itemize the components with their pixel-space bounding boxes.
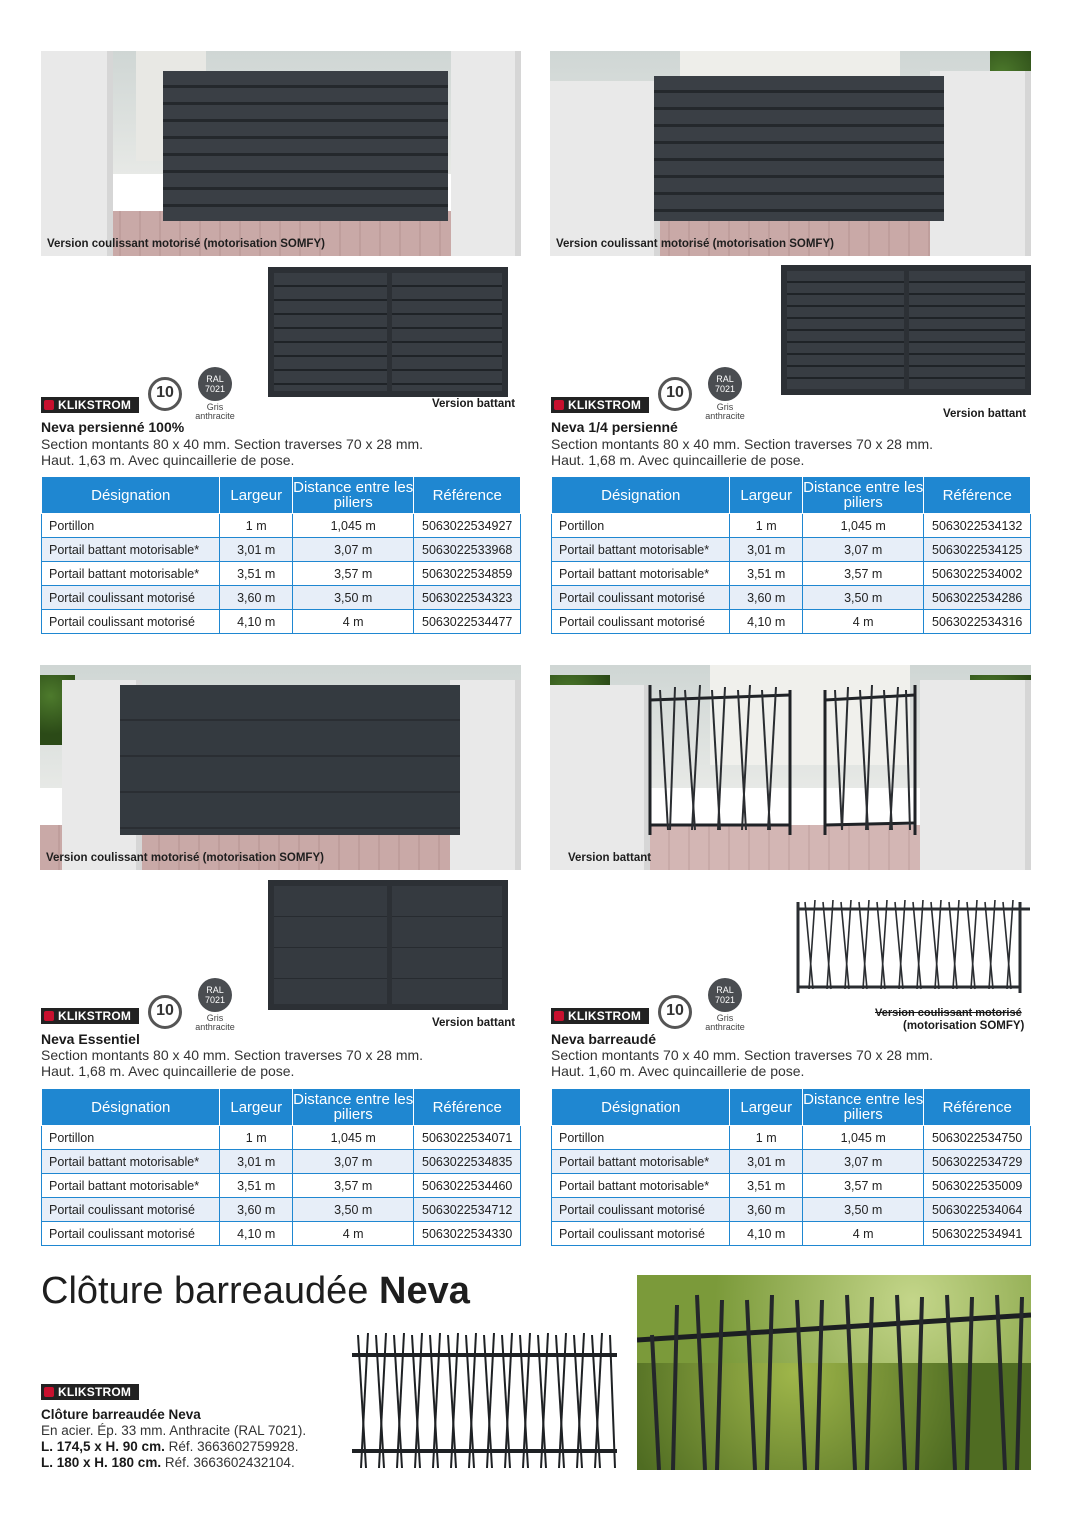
- table-cell: 5063022535009: [924, 1174, 1031, 1198]
- table-cell: 3,07 m: [292, 1150, 413, 1174]
- table-cell: 4 m: [292, 610, 413, 634]
- table-cell: Portail battant motorisable*: [552, 538, 730, 562]
- table-cell: 5063022534835: [414, 1150, 521, 1174]
- barred-gate-illustration: [550, 665, 1031, 870]
- table-row: [552, 610, 1031, 634]
- table-cell: Portail coulissant motorisé: [42, 1222, 220, 1246]
- table-cell: Portillon: [42, 514, 220, 538]
- spec-table: [551, 476, 1031, 634]
- table-cell: 1 m: [220, 1126, 292, 1150]
- column-header: Distance entre les piliers: [802, 1089, 923, 1126]
- table-cell: 3,50 m: [292, 1198, 413, 1222]
- table-cell: 3,01 m: [730, 1150, 802, 1174]
- product-desc-2: Haut. 1,68 m. Avec quincaillerie de pose.: [551, 452, 805, 468]
- table-cell: 4,10 m: [730, 610, 802, 634]
- table-cell: 4 m: [292, 1222, 413, 1246]
- table-row: [552, 538, 1031, 562]
- table-cell: 3,60 m: [220, 586, 292, 610]
- table-row: [552, 586, 1031, 610]
- ral-label: Gris anthracite: [195, 402, 235, 421]
- table-cell: 5063022534002: [924, 562, 1031, 586]
- swatch-caption: Version battant: [432, 1017, 516, 1029]
- gate-swatch: [268, 267, 508, 397]
- table-row: [552, 1126, 1031, 1150]
- table-cell: 1 m: [730, 1126, 802, 1150]
- product-title: Neva persienné 100%: [41, 419, 185, 435]
- spec-table: [551, 1088, 1031, 1246]
- table-cell: 3,57 m: [802, 1174, 923, 1198]
- table-cell: 1,045 m: [802, 1126, 923, 1150]
- table-cell: Portail coulissant motorisé: [42, 586, 220, 610]
- table-row: [552, 1150, 1031, 1174]
- photo-caption: Version coulissant motorisé (motorisation SOMFY): [46, 852, 324, 864]
- brand-logo: KLIKSTROM: [41, 397, 139, 413]
- table-cell: 1 m: [220, 514, 292, 538]
- table-cell: 5063022534859: [414, 562, 521, 586]
- table-cell: 5063022534330: [414, 1222, 521, 1246]
- table-cell: 3,57 m: [292, 1174, 413, 1198]
- table-cell: Portail coulissant motorisé: [42, 610, 220, 634]
- barred-gate-swatch: [795, 897, 1030, 997]
- product-photo: [40, 665, 521, 870]
- column-header: Désignation: [552, 477, 730, 514]
- column-header: Largeur: [220, 477, 292, 514]
- table-cell: Portail battant motorisable*: [552, 1150, 730, 1174]
- table-cell: 3,07 m: [802, 538, 923, 562]
- product-desc-1: Section montants 70 x 40 mm. Section traverses 70 x 28 mm.: [551, 1047, 934, 1063]
- product-desc-2: Haut. 1,63 m. Avec quincaillerie de pose.: [41, 452, 295, 468]
- table-cell: 5063022534712: [414, 1198, 521, 1222]
- brand-logo: KLIKSTROM: [41, 1008, 139, 1024]
- table-cell: 4,10 m: [220, 610, 292, 634]
- photo-caption: Version battant: [568, 852, 652, 864]
- ral-badge: RAL 7021: [708, 367, 742, 401]
- table-cell: Portillon: [552, 514, 730, 538]
- column-header: Distance entre les piliers: [292, 1089, 413, 1126]
- product-desc-1: Section montants 80 x 40 mm. Section traverses 70 x 28 mm.: [41, 436, 424, 452]
- table-row: [42, 1126, 521, 1150]
- table-cell: 1,045 m: [292, 1126, 413, 1150]
- table-cell: 5063022534316: [924, 610, 1031, 634]
- product-photo: [550, 51, 1031, 256]
- column-header: Largeur: [730, 477, 802, 514]
- ral-badge: RAL 7021: [198, 978, 232, 1012]
- swatch-caption-2: (motorisation SOMFY): [903, 1020, 1025, 1032]
- table-cell: 4,10 m: [220, 1222, 292, 1246]
- table-cell: 3,60 m: [220, 1198, 292, 1222]
- table-row: [42, 610, 521, 634]
- table-cell: 4,10 m: [730, 1222, 802, 1246]
- table-cell: 5063022534071: [414, 1126, 521, 1150]
- column-header: Désignation: [552, 1089, 730, 1126]
- table-cell: 1,045 m: [292, 514, 413, 538]
- table-cell: Portail battant motorisable*: [42, 538, 220, 562]
- table-cell: Portail coulissant motorisé: [42, 1198, 220, 1222]
- gate-swatch: [781, 265, 1031, 395]
- table-cell: Portail coulissant motorisé: [552, 1198, 730, 1222]
- product-photo: [550, 665, 1031, 870]
- table-cell: 3,57 m: [802, 562, 923, 586]
- table-cell: 5063022534941: [924, 1222, 1031, 1246]
- table-cell: 3,57 m: [292, 562, 413, 586]
- table-row: [552, 1222, 1031, 1246]
- table-cell: 3,51 m: [730, 562, 802, 586]
- table-cell: 3,60 m: [730, 1198, 802, 1222]
- product-title: Neva 1/4 persienné: [551, 419, 678, 435]
- table-cell: Portail battant motorisable*: [42, 1150, 220, 1174]
- brand-logo: KLIKSTROM: [551, 397, 649, 413]
- column-header: Désignation: [42, 1089, 220, 1126]
- table-row: [42, 538, 521, 562]
- table-row: [42, 514, 521, 538]
- warranty-badge: 10: [148, 377, 182, 411]
- fence-ref-1: L. 174,5 x H. 90 cm. Réf. 3663602759928.: [41, 1439, 299, 1454]
- table-cell: 5063022534460: [414, 1174, 521, 1198]
- column-header: Référence: [414, 1089, 521, 1126]
- swatch-caption: Version battant: [943, 408, 1027, 420]
- table-cell: 5063022534750: [924, 1126, 1031, 1150]
- brand-logo: KLIKSTROM: [41, 1384, 139, 1400]
- table-cell: Portillon: [42, 1126, 220, 1150]
- fence-desc: En acier. Ép. 33 mm. Anthracite (RAL 7021).: [41, 1423, 307, 1438]
- table-cell: Portail coulissant motorisé: [552, 586, 730, 610]
- table-row: [552, 562, 1031, 586]
- table-cell: 5063022534729: [924, 1150, 1031, 1174]
- table-cell: Portillon: [552, 1126, 730, 1150]
- warranty-badge: 10: [658, 995, 692, 1029]
- column-header: Distance entre les piliers: [292, 477, 413, 514]
- table-cell: 4 m: [802, 1222, 923, 1246]
- table-header: [552, 1089, 1031, 1126]
- photo-caption: Version coulissant motorisé (motorisation SOMFY): [556, 238, 834, 250]
- table-cell: 5063022534927: [414, 514, 521, 538]
- swatch-caption: Version coulissant motorisé: [875, 1007, 1022, 1019]
- ral-badge: RAL 7021: [708, 978, 742, 1012]
- swatch-caption: Version battant: [432, 398, 516, 410]
- table-cell: Portail battant motorisable*: [42, 1174, 220, 1198]
- table-row: [42, 1222, 521, 1246]
- column-header: Largeur: [220, 1089, 292, 1126]
- table-cell: 3,01 m: [220, 538, 292, 562]
- column-header: Référence: [924, 1089, 1031, 1126]
- table-cell: 3,50 m: [802, 1198, 923, 1222]
- table-cell: 5063022534132: [924, 514, 1031, 538]
- product-desc-1: Section montants 80 x 40 mm. Section traverses 70 x 28 mm.: [41, 1047, 424, 1063]
- product-photo: [41, 51, 521, 256]
- table-cell: 3,07 m: [292, 538, 413, 562]
- table-cell: 3,60 m: [730, 586, 802, 610]
- table-cell: 1 m: [730, 514, 802, 538]
- table-row: [42, 1174, 521, 1198]
- table-cell: 3,07 m: [802, 1150, 923, 1174]
- table-cell: 5063022534477: [414, 610, 521, 634]
- product-title: Neva barreaudé: [551, 1031, 657, 1047]
- table-cell: Portail battant motorisable*: [42, 562, 220, 586]
- table-cell: 4 m: [802, 610, 923, 634]
- spec-table: [41, 1088, 521, 1246]
- table-cell: 3,51 m: [220, 1174, 292, 1198]
- table-cell: 1,045 m: [802, 514, 923, 538]
- ral-badge: RAL 7021: [198, 367, 232, 401]
- table-cell: 5063022534286: [924, 586, 1031, 610]
- ral-label: Gris anthracite: [705, 402, 745, 421]
- section-title: Clôture barreaudée Neva: [41, 1270, 470, 1312]
- table-cell: Portail battant motorisable*: [552, 1174, 730, 1198]
- table-header: [552, 477, 1031, 514]
- table-row: [552, 514, 1031, 538]
- table-cell: Portail coulissant motorisé: [552, 610, 730, 634]
- table-cell: 3,01 m: [730, 538, 802, 562]
- table-cell: 5063022534064: [924, 1198, 1031, 1222]
- spec-table: [41, 476, 521, 634]
- table-cell: 3,50 m: [802, 586, 923, 610]
- warranty-badge: 10: [148, 995, 182, 1029]
- warranty-badge: 10: [658, 377, 692, 411]
- table-cell: 3,01 m: [220, 1150, 292, 1174]
- column-header: Référence: [414, 477, 521, 514]
- table-cell: 3,50 m: [292, 586, 413, 610]
- table-cell: 5063022534125: [924, 538, 1031, 562]
- product-desc-1: Section montants 80 x 40 mm. Section traverses 70 x 28 mm.: [551, 436, 934, 452]
- table-cell: 5063022533968: [414, 538, 521, 562]
- table-header: [42, 477, 521, 514]
- column-header: Désignation: [42, 477, 220, 514]
- table-row: [552, 1174, 1031, 1198]
- gate-swatch: [268, 880, 508, 1010]
- table-cell: 3,51 m: [220, 562, 292, 586]
- column-header: Largeur: [730, 1089, 802, 1126]
- column-header: Distance entre les piliers: [802, 477, 923, 514]
- brand-logo: KLIKSTROM: [551, 1008, 649, 1024]
- table-cell: 3,51 m: [730, 1174, 802, 1198]
- table-cell: Portail battant motorisable*: [552, 562, 730, 586]
- fence-panel-illustration: [352, 1333, 617, 1468]
- table-row: [42, 1150, 521, 1174]
- table-cell: Portail coulissant motorisé: [552, 1222, 730, 1246]
- fence-ref-2: L. 180 x H. 180 cm. Réf. 3663602432104.: [41, 1455, 295, 1470]
- ral-label: Gris anthracite: [705, 1013, 745, 1032]
- table-row: [42, 586, 521, 610]
- product-desc-2: Haut. 1,68 m. Avec quincaillerie de pose.: [41, 1063, 295, 1079]
- ral-label: Gris anthracite: [195, 1013, 235, 1032]
- table-cell: 5063022534323: [414, 586, 521, 610]
- table-row: [42, 562, 521, 586]
- column-header: Référence: [924, 477, 1031, 514]
- table-header: [42, 1089, 521, 1126]
- photo-caption: Version coulissant motorisé (motorisation SOMFY): [47, 238, 325, 250]
- product-title: Neva Essentiel: [41, 1031, 140, 1047]
- table-row: [42, 1198, 521, 1222]
- product-desc-2: Haut. 1,60 m. Avec quincaillerie de pose.: [551, 1063, 805, 1079]
- table-row: [552, 1198, 1031, 1222]
- fence-name: Clôture barreaudée Neva: [41, 1407, 201, 1422]
- fence-photo: [637, 1275, 1031, 1470]
